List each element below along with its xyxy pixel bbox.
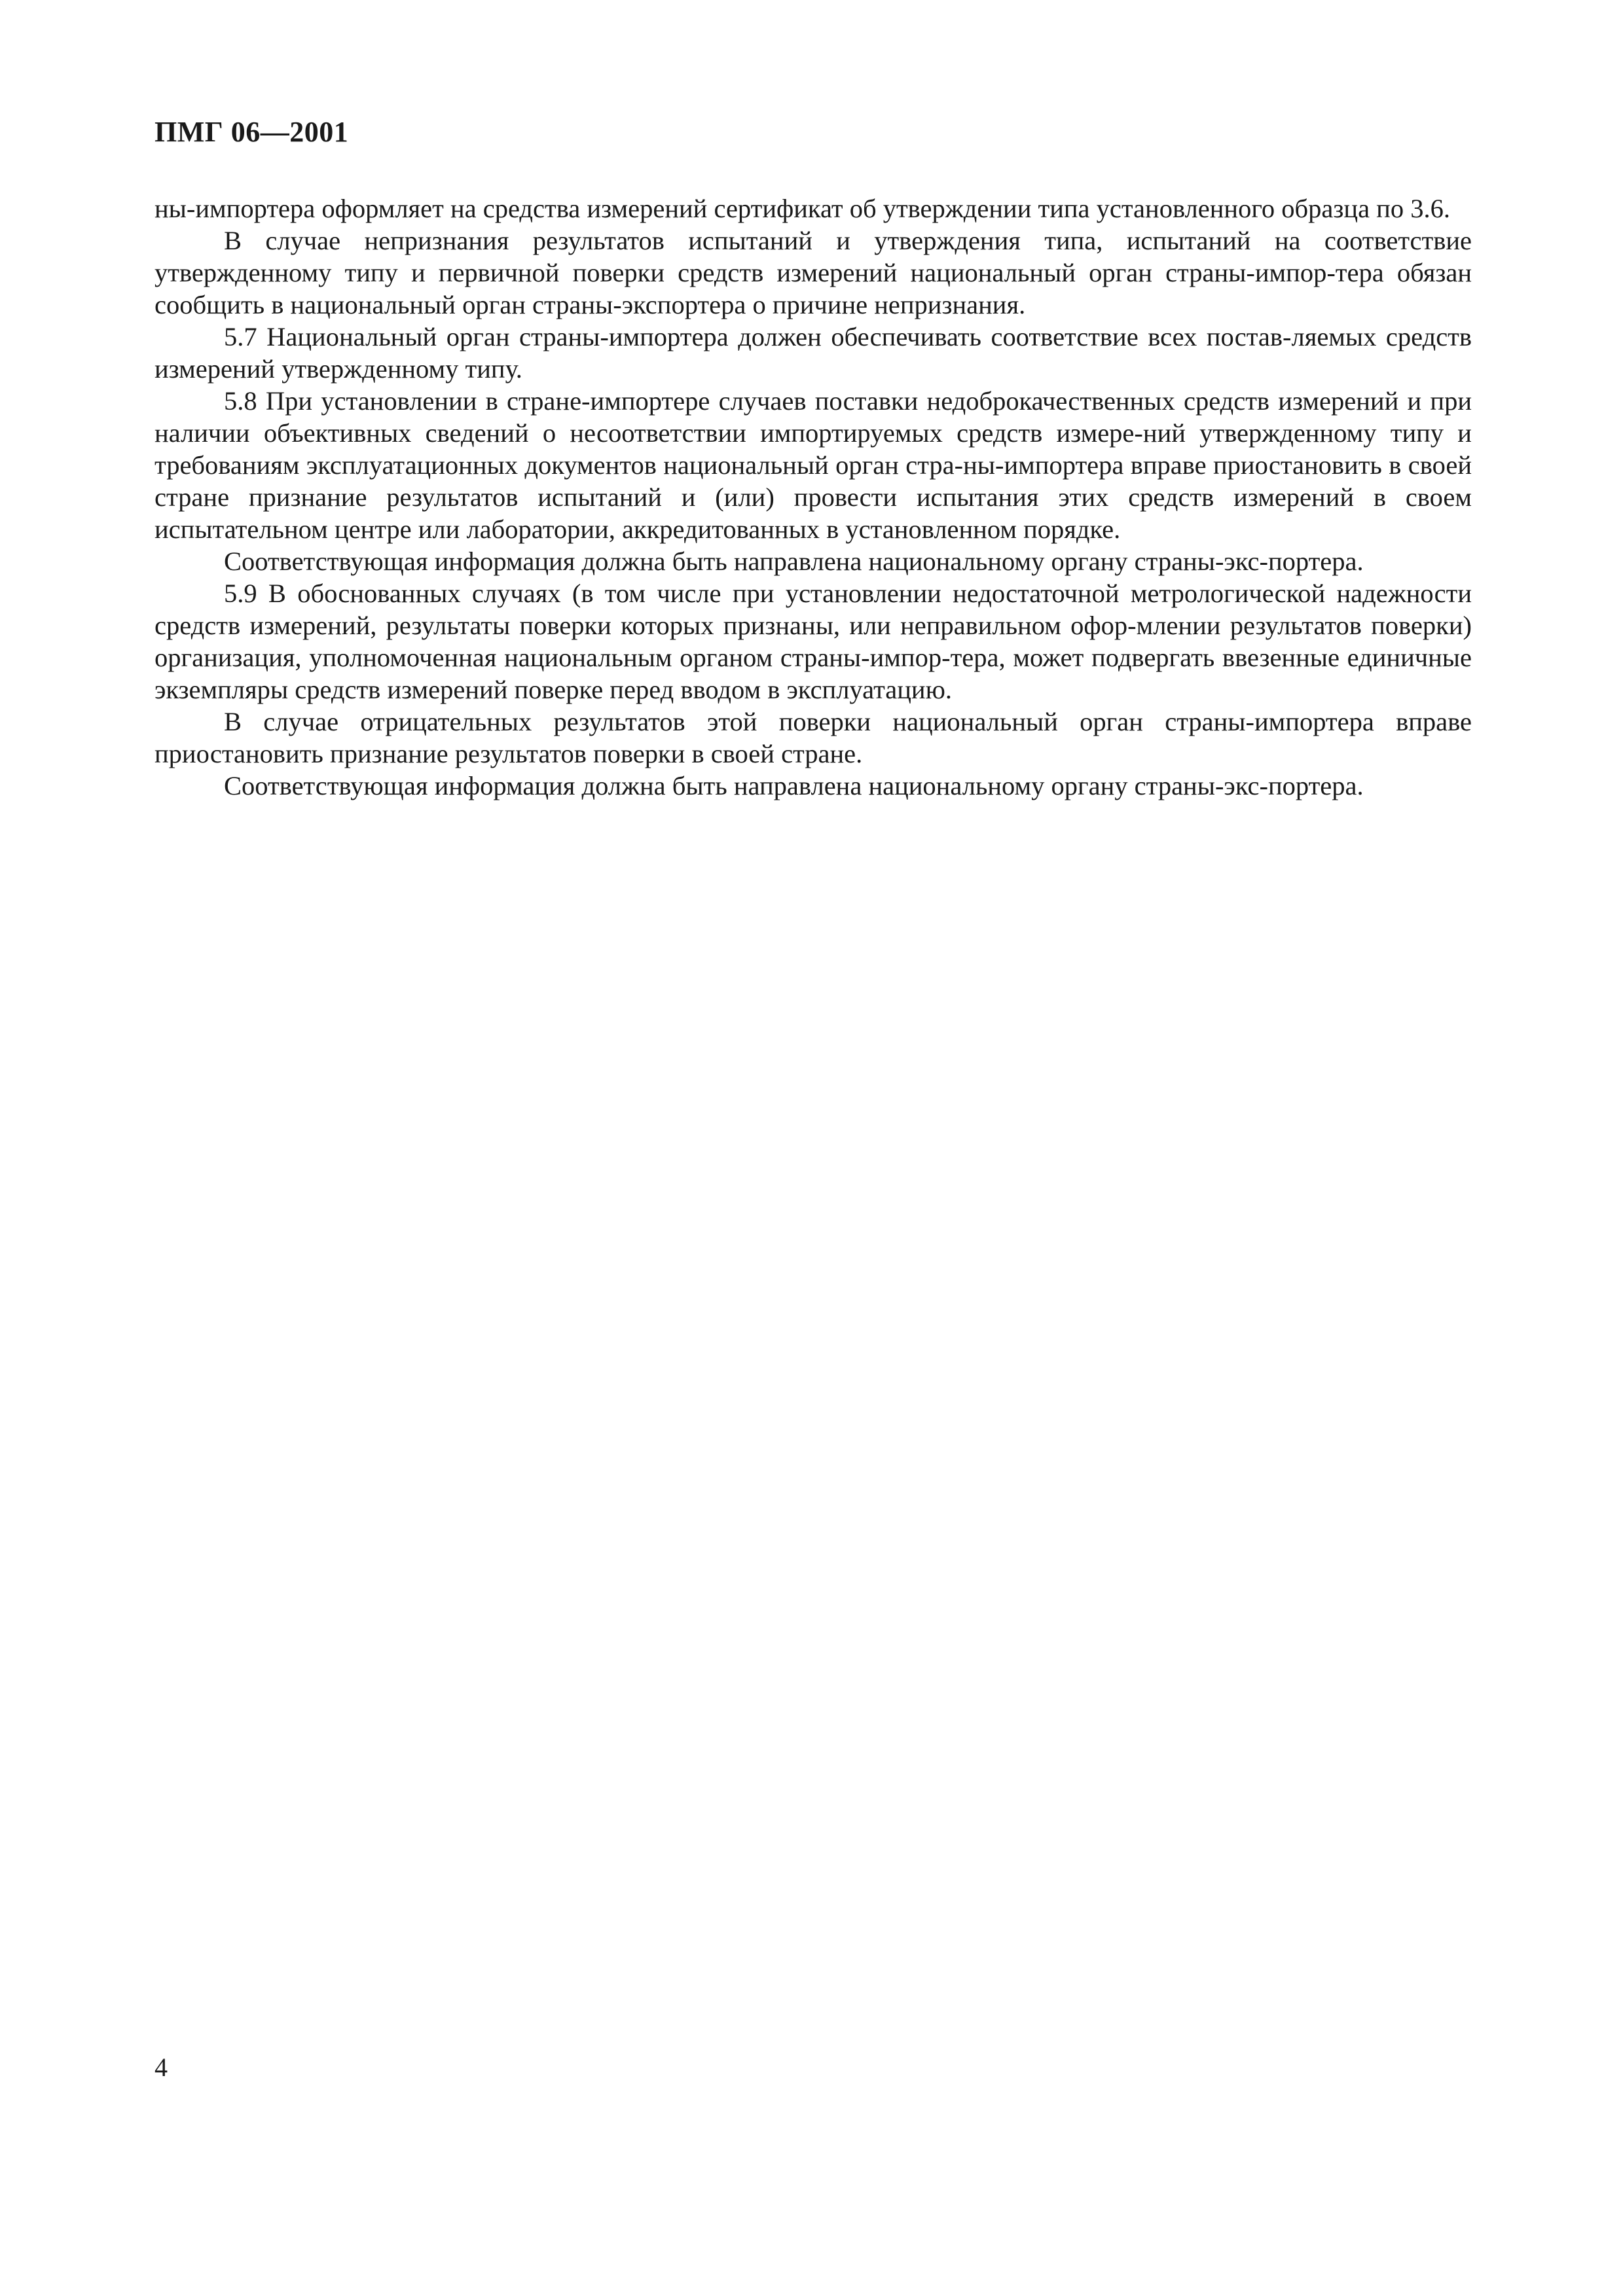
paragraph-continuation: ны-импортера оформляет на средства измерений сертификат об утверждении типа установленного образца по 3.6. <box>155 194 1450 223</box>
page-number: 4 <box>155 2053 168 2082</box>
paragraph-5-9: 5.9 В обоснованных случаях (в том числе при установлении недостаточной метрологической надежности средств измерений, результаты поверки которых признаны, или неправильном офор-млении результатов поверки) организация, уполномоченная национальным органом страны-импор-тера, может подвергать ввезенные единичные экземпляры средств измерений поверке перед вводом в эксплуатацию. <box>155 579 1472 704</box>
paragraph-5-8: 5.8 При установлении в стране-импортере случаев поставки недоброкачественных средств измерений и при наличии объективных сведений о несоответствии импортируемых средств измере-ний утвержденному типу и требованиям эксплуатационных документов национальный орган стра-ны-импортера вправе приостановить в своей стране признание результатов испытаний и (или) провести испытания этих средств измерений в своем испытательном центре или лаборатории, аккредитованных в установленном порядке. <box>155 386 1472 544</box>
document-body <box>155 192 1472 802</box>
paragraph-5-8-information: Соответствующая информация должна быть направлена национальному органу страны-экс-портера. <box>224 547 1364 576</box>
paragraph-non-recognition: В случае непризнания результатов испытаний и утверждения типа, испытаний на соответствие утвержденному типу и первичной поверки средств измерений национальный орган страны-импор-тера обязан сообщить в национальный орган страны-экспортера о причине непризнания. <box>155 226 1472 319</box>
paragraph-5-9-negative-results: В случае отрицательных результатов этой поверки национальный орган страны-импортера вправе приостановить признание результатов поверки в своей стране. <box>155 707 1472 768</box>
paragraph-5-7: 5.7 Национальный орган страны-импортера должен обеспечивать соответствие всех постав-ляемых средств измерений утвержденному типу. <box>155 322 1472 384</box>
paragraph-5-9-information: Соответствующая информация должна быть направлена национальному органу страны-экс-портера. <box>224 771 1364 800</box>
document-code-header: ПМГ 06—2001 <box>155 116 349 148</box>
